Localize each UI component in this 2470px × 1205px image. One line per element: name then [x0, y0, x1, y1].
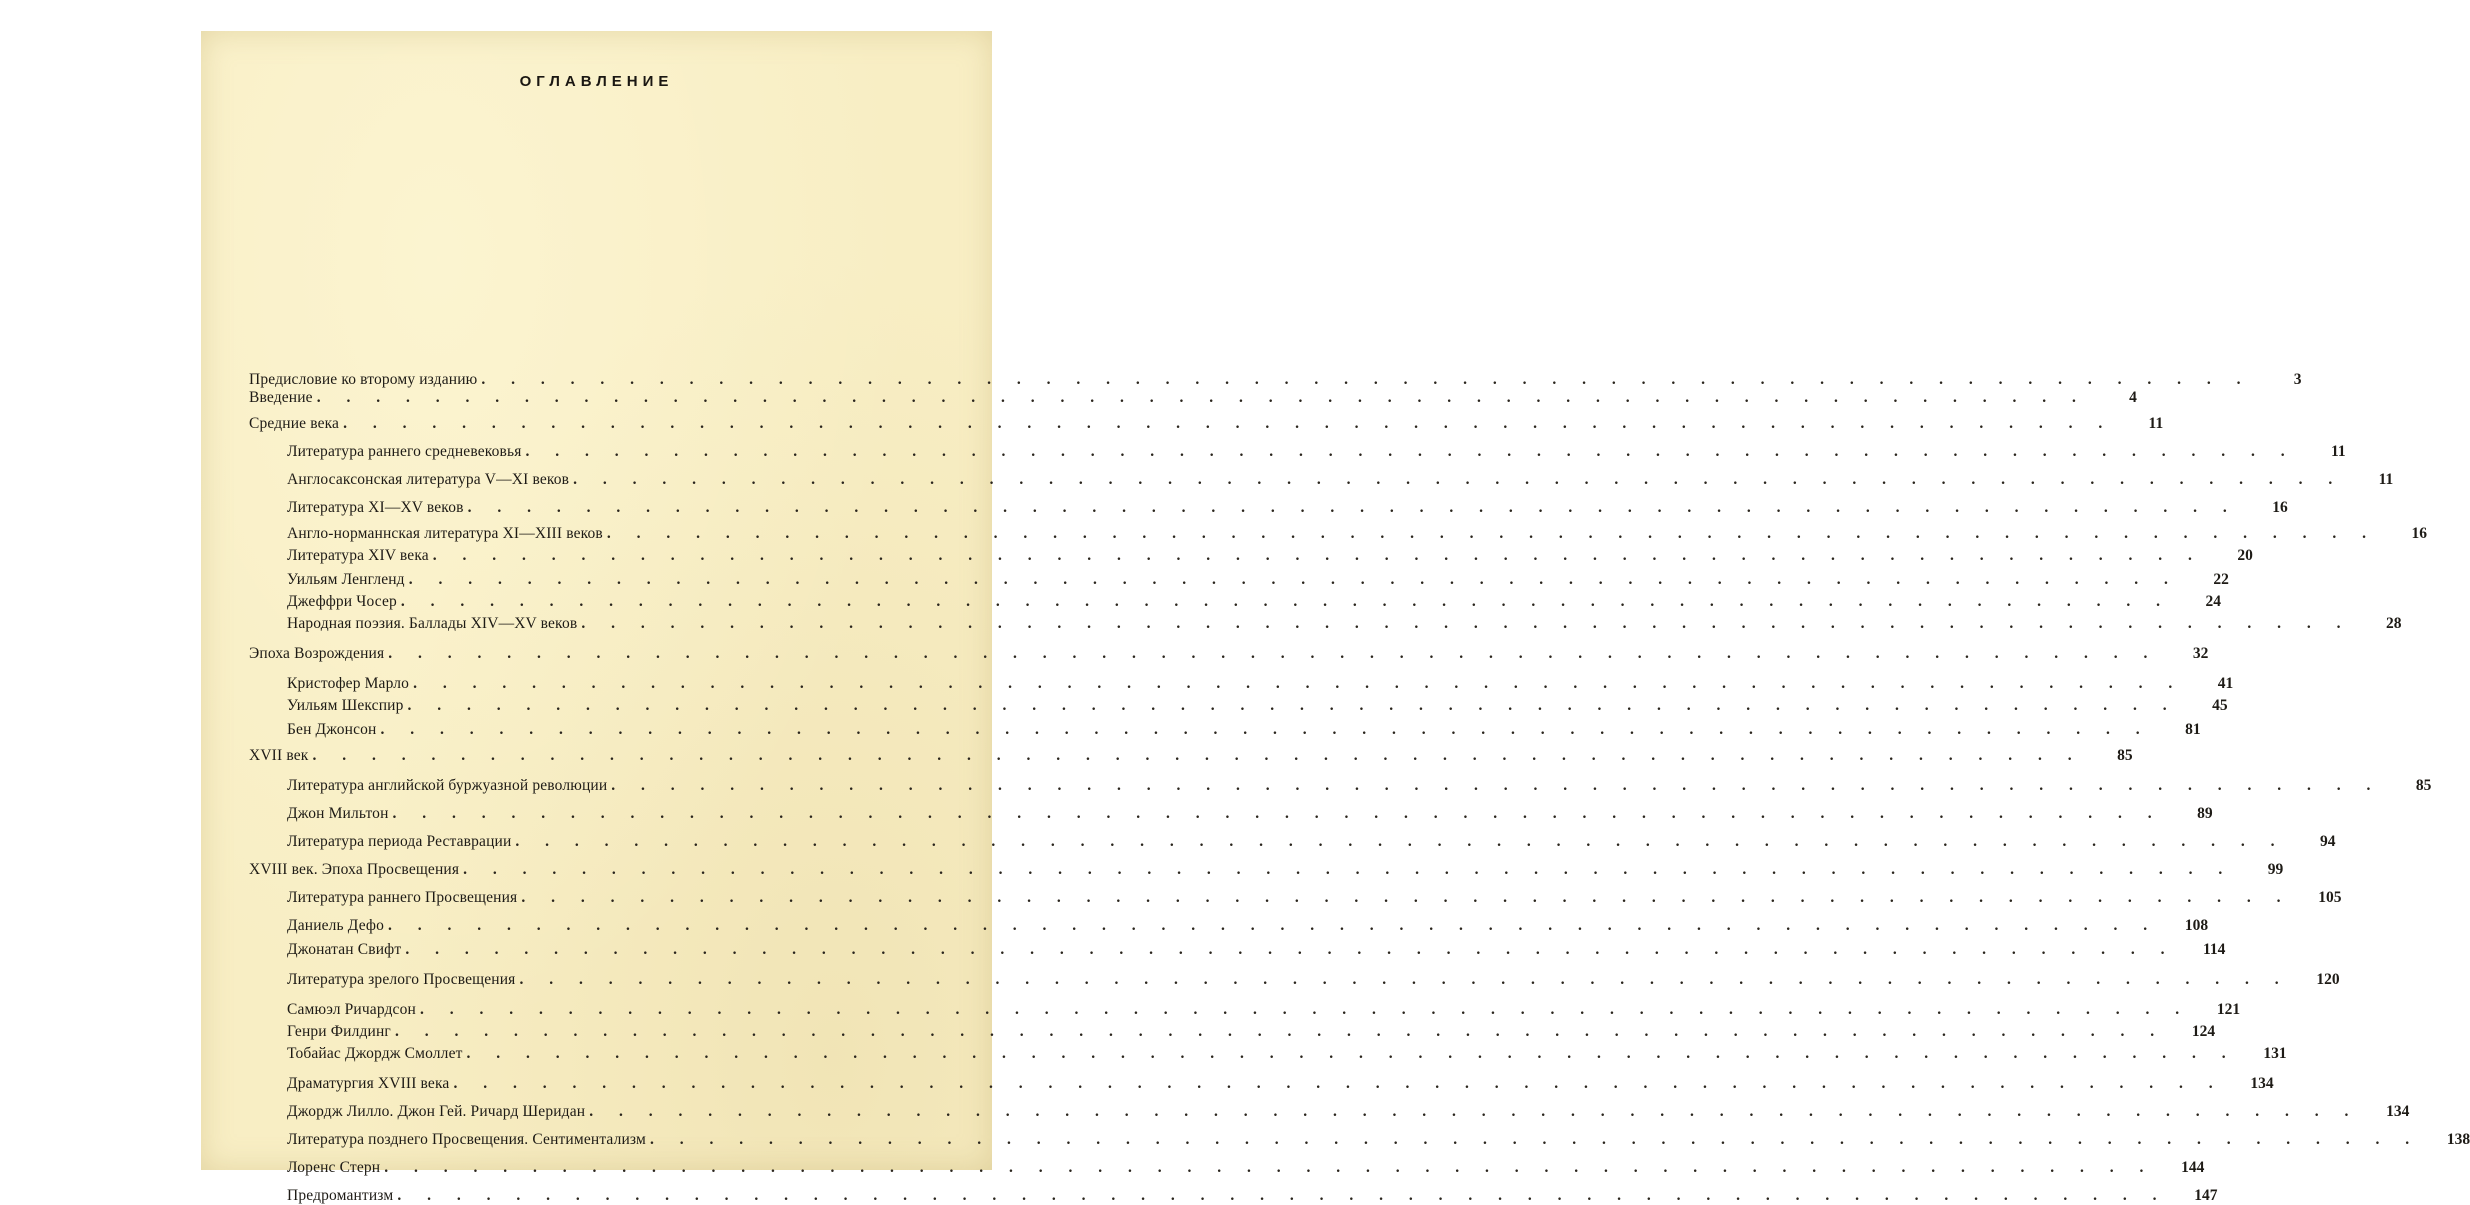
- dot-leader: . . . . . . . . . . . . . . . . . . . . . . . . . . . . . . . . . . . . . . . . . . . . . . . . . . . . . . . . . . . .: [419, 1001, 2191, 1018]
- dot-leader: . . . . . . . . . . . . . . . . . . . . . . . . . . . . . . . . . . . . . . . . . . . . . . . . . . . . . . . . . . . .: [467, 499, 2238, 516]
- toc-entry-page: 45: [2212, 697, 2228, 714]
- toc-entry-title: Предромантизм: [287, 1187, 394, 1204]
- toc-entry: [249, 461, 2394, 489]
- toc-entry: [249, 1177, 2218, 1205]
- dot-leader: . . . . . . . . . . . . . . . . . . . . . . . . . . . . . . . . . . . . . . . . . . . . . . . . . . . . . . . . . . . .: [316, 389, 2087, 406]
- toc-entry-title: Литература зрелого Просвещения: [287, 971, 516, 988]
- toc-entry-page: 144: [2181, 1159, 2205, 1176]
- toc-entry: [249, 489, 2288, 517]
- toc-entry-page: 94: [2320, 833, 2336, 850]
- dot-leader: . . . . . . . . . . . . . . . . . . . . . . . . . . . . . . . . . . . . . . . . . . . . . . . . . . . . . . . . . . . .: [525, 443, 2296, 460]
- dot-leader: . . . . . . . . . . . . . . . . . . . . . . . . . . . . . . . . . . . . . . . . . . . . . . . . . . . . . . . . . . . .: [649, 1131, 2421, 1148]
- toc-entry: [249, 389, 2137, 407]
- toc-entry: [249, 633, 2209, 663]
- toc-entry-title: Литература периода Реставрации: [287, 833, 512, 850]
- dot-leader: . . . . . . . . . . . . . . . . . . . . . . . . . . . . . . . . . . . . . . . . . . . . . . . . . . . . . . . . . . . .: [432, 547, 2203, 564]
- toc-entry-page: 121: [2216, 1001, 2241, 1018]
- toc-entry: [249, 1093, 2410, 1121]
- toc-entry-title: Джордж Лилло. Джон Гей. Ричард Шеридан: [287, 1103, 586, 1120]
- toc-entry: [249, 433, 2346, 461]
- toc-entry-page: 28: [2385, 615, 2402, 632]
- toc-entry-page: 4: [2129, 389, 2137, 406]
- toc-entry-title: Англосаксонская литература V—XI веков: [287, 471, 570, 488]
- toc-entry-page: 11: [2148, 415, 2164, 432]
- table-of-contents: [249, 369, 2470, 1205]
- dot-leader: . . . . . . . . . . . . . . . . . . . . . . . . . . . . . . . . . . . . . . . . . . . . . . . . . . . . . . . . . . . .: [405, 941, 2176, 958]
- toc-entry: [249, 959, 2340, 989]
- dot-leader: . . . . . . . . . . . . . . . . . . . . . . . . . . . . . . . . . . . . . . . . . . . . . . . . . . . . . . . . . . . .: [519, 971, 2290, 988]
- toc-entry: [249, 611, 2402, 633]
- book-page: [201, 31, 2470, 1204]
- dot-leader: . . . . . . . . . . . . . . . . . . . . . . . . . . . . . . . . . . . . . . . . . . . . . . . . . . . . . . . . . . . .: [384, 1159, 2155, 1176]
- toc-entry: [249, 369, 2302, 389]
- toc-entry-page: 22: [2213, 571, 2229, 588]
- toc-entry: [249, 1019, 2216, 1041]
- toc-entry-title: Уильям Шекспир: [287, 697, 404, 714]
- toc-entry-title: Литература XI—XV веков: [287, 499, 464, 516]
- toc-entry-title: Лоренс Стерн: [287, 1159, 381, 1176]
- toc-entry: [249, 407, 2164, 433]
- toc-entry-title: Средние века: [249, 415, 340, 432]
- dot-leader: . . . . . . . . . . . . . . . . . . . . . . . . . . . . . . . . . . . . . . . . . . . . . . . . . . . . . . . . . . . .: [397, 1187, 2168, 1204]
- toc-entry-title: Драматургия XVIII века: [287, 1075, 450, 1092]
- toc-entry-page: 108: [2184, 917, 2209, 934]
- toc-entry-page: 16: [2272, 499, 2288, 516]
- dot-leader: . . . . . . . . . . . . . . . . . . . . . . . . . . . . . . . . . . . . . . . . . . . . . . . . . . . . . . . . . . . .: [407, 697, 2178, 714]
- toc-entry-page: 124: [2191, 1023, 2216, 1040]
- toc-entry-title: Джон Мильтон: [287, 805, 389, 822]
- toc-entry-title: Народная поэзия. Баллады XIV—XV веков: [287, 615, 578, 632]
- toc-entry-page: 147: [2194, 1187, 2218, 1204]
- toc-entry: [249, 989, 2241, 1019]
- toc-entry-title: Англо-норманнская литература XI—XIII веков: [287, 525, 603, 542]
- toc-entry-page: 3: [2293, 371, 2302, 388]
- toc-entry-title: Эпоха Возрождения: [249, 645, 385, 662]
- toc-entry-page: 16: [2411, 525, 2427, 542]
- toc-entry: [249, 851, 2284, 879]
- dot-leader: . . . . . . . . . . . . . . . . . . . . . . . . . . . . . . . . . . . . . . . . . . . . . . . . . . . . . . . . . . . .: [400, 593, 2172, 610]
- toc-entry-title: Тобайас Джордж Смоллет: [287, 1045, 463, 1062]
- dot-leader: . . . . . . . . . . . . . . . . . . . . . . . . . . . . . . . . . . . . . . . . . . . . . . . . . . . . . . . . . . . .: [380, 721, 2151, 738]
- toc-entry-title: Уильям Ленгленд: [287, 571, 405, 588]
- dot-leader: . . . . . . . . . . . . . . . . . . . . . . . . . . . . . . . . . . . . . . . . . . . . . . . . . . . . . . . . . . . .: [453, 1075, 2224, 1092]
- dot-leader: . . . . . . . . . . . . . . . . . . . . . . . . . . . . . . . . . . . . . . . . . . . . . . . . . . . . . . . . . . . .: [343, 415, 2114, 432]
- toc-entry: [249, 823, 2336, 851]
- toc-entry: [249, 879, 2342, 907]
- toc-entry: [249, 795, 2213, 823]
- page-title: ОГЛАВЛЕНИЕ: [519, 73, 674, 90]
- toc-entry-title: Введение: [249, 389, 313, 406]
- toc-entry: [249, 1121, 2470, 1149]
- toc-entry-title: XVII век: [249, 747, 309, 764]
- dot-leader: . . . . . . . . . . . . . . . . . . . . . . . . . . . . . . . . . . . . . . . . . . . . . . . . . . . . . . . . . . . .: [611, 777, 2382, 794]
- toc-entry-page: 41: [2217, 675, 2234, 692]
- dot-leader: . . . . . . . . . . . . . . . . . . . . . . . . . . . . . . . . . . . . . . . . . . . . . . . . . . . . . . . . . . . .: [408, 571, 2179, 588]
- toc-entry-title: Кристофер Марло: [287, 675, 410, 692]
- toc-entry: [249, 589, 2222, 611]
- toc-entry-page: 11: [2330, 443, 2346, 460]
- toc-entry-page: 105: [2318, 889, 2342, 906]
- toc-entry-title: Генри Филдинг: [287, 1023, 391, 1040]
- toc-entry-title: Даниель Дефо: [287, 917, 385, 934]
- toc-entry-title: Предисловие ко второму изданию: [249, 371, 478, 388]
- toc-entry-page: 134: [2250, 1075, 2274, 1092]
- toc-entry: [249, 1041, 2287, 1063]
- dot-leader: . . . . . . . . . . . . . . . . . . . . . . . . . . . . . . . . . . . . . . . . . . . . . . . . . . . . . . . . . . . .: [481, 371, 2252, 388]
- toc-entry: [249, 565, 2229, 589]
- toc-entry-title: Литература раннего средневековья: [287, 443, 522, 460]
- dot-leader: . . . . . . . . . . . . . . . . . . . . . . . . . . . . . . . . . . . . . . . . . . . . . . . . . . . . . . . . . . . .: [466, 1045, 2237, 1062]
- toc-entry-page: 20: [2237, 547, 2253, 564]
- toc-entry-title: Литература раннего Просвещения: [287, 889, 518, 906]
- toc-entry: [249, 1149, 2205, 1177]
- toc-entry: [249, 935, 2226, 959]
- toc-entry: [249, 693, 2228, 715]
- toc-entry-page: 11: [2378, 471, 2394, 488]
- toc-entry-title: Джонатан Свифт: [287, 941, 402, 958]
- toc-entry-title: Бен Джонсон: [287, 721, 377, 738]
- toc-entry-title: Литература позднего Просвещения. Сентиментализм: [287, 1131, 646, 1148]
- dot-leader: . . . . . . . . . . . . . . . . . . . . . . . . . . . . . . . . . . . . . . . . . . . . . . . . . . . . . . . . . . . .: [515, 833, 2286, 850]
- toc-entry-title: Джеффри Чосер: [287, 593, 397, 610]
- toc-entry: [249, 765, 2432, 795]
- dot-leader: . . . . . . . . . . . . . . . . . . . . . . . . . . . . . . . . . . . . . . . . . . . . . . . . . . . . . . . . . . . .: [581, 615, 2352, 632]
- toc-entry-page: 99: [2267, 861, 2284, 878]
- dot-leader: . . . . . . . . . . . . . . . . . . . . . . . . . . . . . . . . . . . . . . . . . . . . . . . . . . . . . . . . . . . .: [521, 889, 2292, 906]
- toc-entry-page: 131: [2263, 1045, 2287, 1062]
- toc-entry: [249, 517, 2427, 543]
- toc-entry-page: 89: [2197, 805, 2213, 822]
- dot-leader: . . . . . . . . . . . . . . . . . . . . . . . . . . . . . . . . . . . . . . . . . . . . . . . . . . . . . . . . . . . .: [312, 747, 2083, 764]
- toc-entry-page: 138: [2446, 1131, 2470, 1148]
- dot-leader: . . . . . . . . . . . . . . . . . . . . . . . . . . . . . . . . . . . . . . . . . . . . . . . . . . . . . . . . . . . .: [573, 471, 2344, 488]
- dot-leader: . . . . . . . . . . . . . . . . . . . . . . . . . . . . . . . . . . . . . . . . . . . . . . . . . . . . . . . . . . . .: [606, 525, 2377, 542]
- dot-leader: . . . . . . . . . . . . . . . . . . . . . . . . . . . . . . . . . . . . . . . . . . . . . . . . . . . . . . . . . . . .: [589, 1103, 2360, 1120]
- toc-entry-title: Литература английской буржуазной революции: [287, 777, 608, 794]
- toc-entry-title: Литература XIV века: [287, 547, 429, 564]
- toc-entry: [249, 1063, 2274, 1093]
- toc-entry: [249, 543, 2253, 565]
- dot-leader: . . . . . . . . . . . . . . . . . . . . . . . . . . . . . . . . . . . . . . . . . . . . . . . . . . . . . . . . . . . .: [388, 917, 2159, 934]
- toc-entry: [249, 663, 2234, 693]
- toc-entry: [249, 907, 2209, 935]
- dot-leader: . . . . . . . . . . . . . . . . . . . . . . . . . . . . . . . . . . . . . . . . . . . . . . . . . . . . . . . . . . . .: [413, 675, 2184, 692]
- toc-entry-title: Самюэл Ричардсон: [287, 1001, 416, 1018]
- dot-leader: . . . . . . . . . . . . . . . . . . . . . . . . . . . . . . . . . . . . . . . . . . . . . . . . . . . . . . . . . . . .: [388, 645, 2159, 662]
- toc-entry-page: 114: [2203, 941, 2226, 958]
- toc-entry: [249, 739, 2133, 765]
- toc-entry-page: 85: [2117, 747, 2133, 764]
- toc-entry: [249, 715, 2201, 739]
- dot-leader: . . . . . . . . . . . . . . . . . . . . . . . . . . . . . . . . . . . . . . . . . . . . . . . . . . . . . . . . . . . .: [392, 805, 2163, 822]
- toc-entry-page: 32: [2192, 645, 2209, 662]
- toc-entry-page: 120: [2316, 971, 2340, 988]
- dot-leader: . . . . . . . . . . . . . . . . . . . . . . . . . . . . . . . . . . . . . . . . . . . . . . . . . . . . . . . . . . . .: [394, 1023, 2166, 1040]
- dot-leader: . . . . . . . . . . . . . . . . . . . . . . . . . . . . . . . . . . . . . . . . . . . . . . . . . . . . . . . . . . . .: [463, 861, 2234, 878]
- toc-entry-page: 134: [2386, 1103, 2410, 1120]
- toc-entry-title: XVIII век. Эпоха Просвещения: [249, 861, 460, 878]
- toc-entry-page: 81: [2185, 721, 2201, 738]
- toc-entry-page: 24: [2205, 593, 2222, 610]
- toc-entry-page: 85: [2415, 777, 2432, 794]
